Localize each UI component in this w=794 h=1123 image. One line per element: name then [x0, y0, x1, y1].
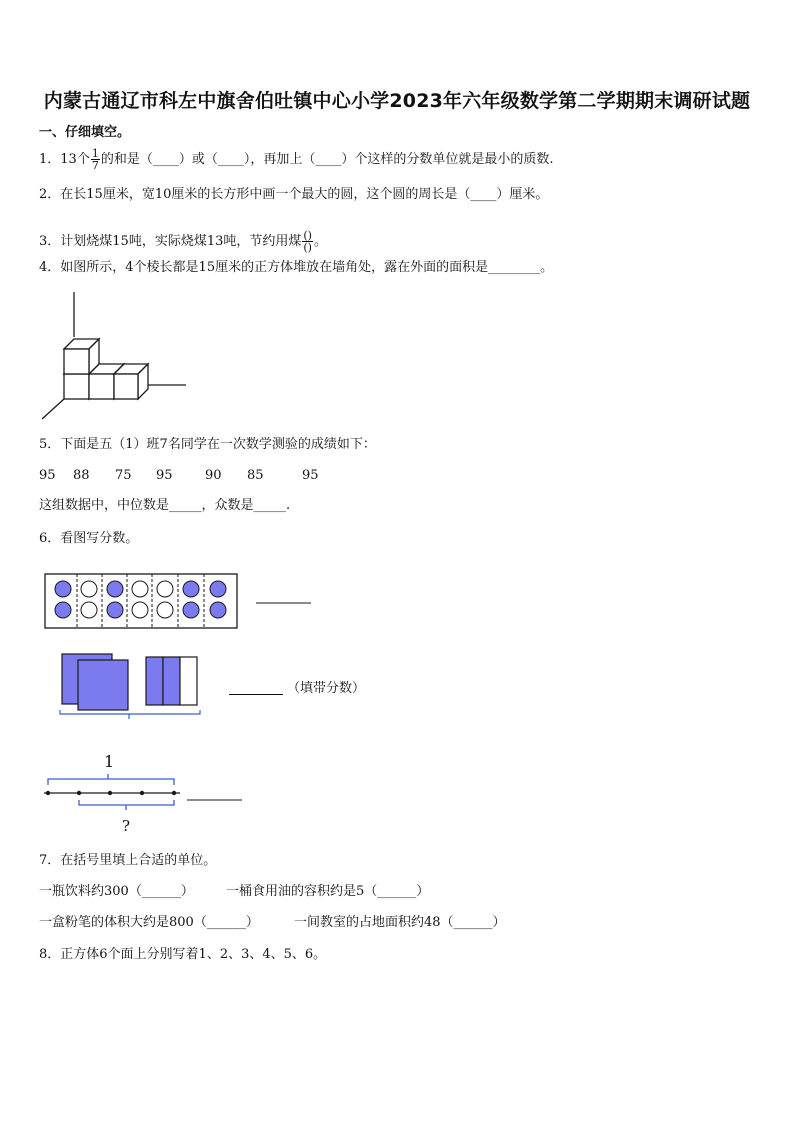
q1-fraction	[91, 148, 100, 171]
brace-top	[48, 779, 174, 785]
label-question: ?	[122, 817, 131, 835]
circle-filled	[107, 581, 123, 597]
q1-suffix: 的和是（____）或（____），再加上（____）个这样的分数单位就是最小的质数.	[100, 152, 554, 167]
mixed-number-hint: （填带分数）	[287, 681, 366, 696]
page-title: 内蒙古通辽市科左中旗舍伯吐镇中心小学2023年六年级数学第二学期期末调研试题	[43, 90, 751, 112]
circle-filled	[55, 581, 71, 597]
q3-end: 。	[313, 234, 327, 249]
q1-prefix: 1．13个	[39, 152, 90, 167]
circle-filled	[183, 602, 199, 618]
score-item: 95	[302, 468, 319, 483]
square-full-front	[78, 660, 128, 710]
number-line-figure	[40, 770, 250, 818]
cube-corner-figure	[38, 288, 190, 422]
floor-edge	[42, 399, 64, 419]
question-5-blanks: 这组数据中，中位数是_____，众数是_____.	[39, 498, 291, 513]
q7-item-a: 一瓶饮料约300（______）	[39, 884, 194, 899]
circle-filled	[210, 602, 226, 618]
tick-point	[172, 791, 176, 795]
brace-bottom	[79, 800, 174, 805]
question-6: 6．看图写分数。	[39, 531, 139, 546]
question-7: 7．在括号里填上合适的单位。	[39, 853, 217, 868]
circle-filled	[210, 581, 226, 597]
question-1	[39, 148, 553, 171]
q3-fraction	[302, 230, 313, 253]
q7-item-d: 一间教室的占地面积约48（______）	[294, 915, 506, 930]
tick-point	[46, 791, 50, 795]
circle-empty	[157, 581, 173, 597]
strip-filled	[146, 657, 163, 705]
label-one: 1	[104, 752, 115, 771]
squares-figure	[56, 650, 236, 722]
question-4: 4．如图所示，4个棱长都是15厘米的正方体堆放在墙角处，露在外面的面积是________。	[39, 260, 554, 275]
q7-item-c: 一盒粉笔的体积大约是800（______）	[39, 915, 259, 930]
q1-frac-den: 7	[91, 159, 99, 172]
cube-bottom-3	[114, 364, 148, 399]
q3-frac-num: ()	[303, 229, 312, 242]
answer-line-2	[229, 694, 283, 695]
q3-frac-den: ()	[303, 241, 312, 254]
strip-filled	[163, 657, 180, 705]
circle-filled	[183, 581, 199, 597]
circle-grid-figure	[44, 573, 314, 631]
tick-point	[140, 791, 144, 795]
question-3	[39, 230, 327, 253]
circle-filled	[55, 602, 71, 618]
circle-filled	[107, 602, 123, 618]
score-item: 75	[115, 468, 132, 483]
score-item: 85	[247, 468, 264, 483]
question-5: 5．下面是五（1）班7名同学在一次数学测验的成绩如下：	[39, 437, 376, 452]
section-heading: 一、仔细填空。	[39, 125, 131, 140]
circle-empty	[132, 602, 148, 618]
question-8: 8．正方体6个面上分别写着1、2、3、4、5、6。	[39, 947, 327, 962]
tick-point	[77, 791, 81, 795]
q7-item-b: 一桶食用油的容积约是5（______）	[226, 884, 430, 899]
circle-empty	[157, 602, 173, 618]
score-item: 90	[205, 468, 222, 483]
strip-empty	[180, 657, 197, 705]
cube-top	[64, 339, 99, 374]
circle-empty	[132, 581, 148, 597]
question-2: 2．在长15厘米，宽10厘米的长方形中画一个最大的圆，这个圆的周长是（____）厘米。	[39, 187, 549, 202]
circle-empty	[81, 602, 97, 618]
tick-point	[108, 791, 112, 795]
score-item: 88	[73, 468, 90, 483]
brace-under-squares	[60, 710, 200, 719]
score-item: 95	[156, 468, 173, 483]
circle-empty	[81, 581, 97, 597]
q1-frac-num: 1	[91, 147, 99, 160]
score-item: 95	[39, 468, 56, 483]
q3-text: 3．计划烧煤15吨，实际烧煤13吨，节约用煤	[39, 234, 302, 249]
